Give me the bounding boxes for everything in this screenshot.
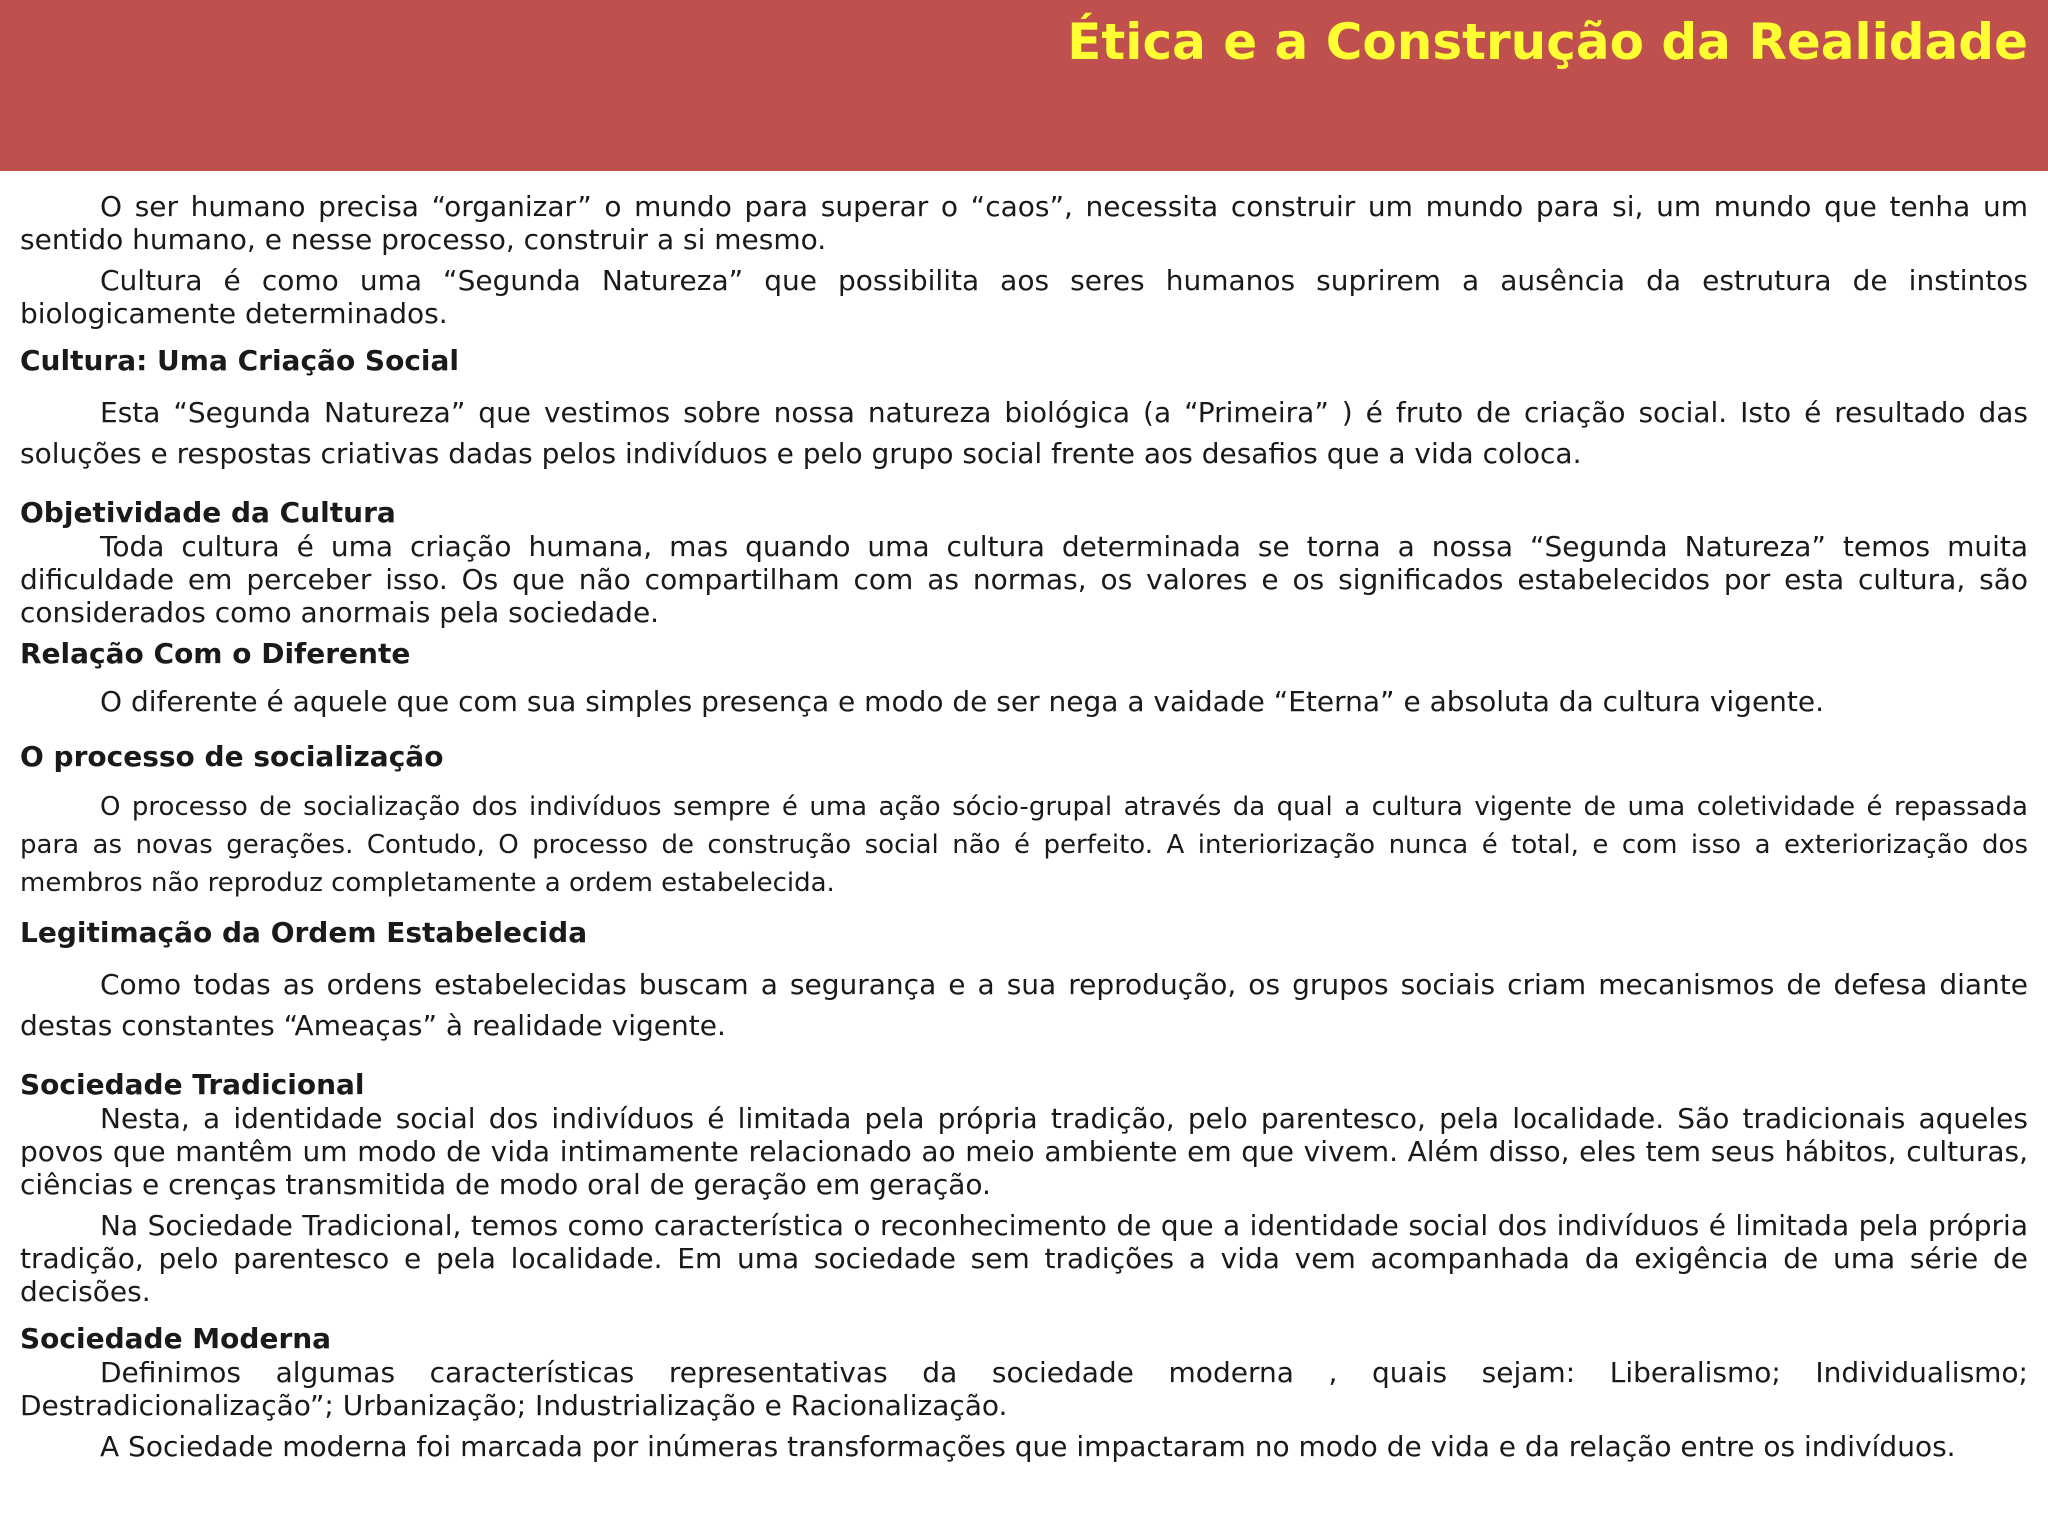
section-paragraph: Esta “Segunda Natureza” que vestimos sobre nossa natureza biológica (a “Primeira” ) é fruto de criação social. Isto é resultado das soluções e respostas criativas dadas pelos indivíduos e pelo grupo social frente aos desafios que a vida coloca. — [20, 396, 2028, 470]
section-heading: Objetividade da Cultura — [20, 496, 396, 529]
section-paragraph: Na Sociedade Tradicional, temos como característica o reconhecimento de que a identidade social dos indivíduos é limitada pela própria tradição, pelo parentesco e pela localidade. Em uma sociedade sem tradições a vida vem acompanhada da exigência de uma série de decisões. — [20, 1209, 2028, 1308]
section-heading: Sociedade Tradicional — [20, 1068, 365, 1101]
section-paragraph: O processo de socialização dos indivíduos sempre é uma ação sócio-grupal através da qual a cultura vigente de uma coletividade é repassada para as novas gerações. Contudo, O processo de construção social não é perfeito. A interiorização nunca é total, e com isso a exteriorização dos membros não reproduz completamente a ordem estabelecida. — [20, 792, 2028, 898]
section-paragraph: Como todas as ordens estabelecidas buscam a segurança e a sua reprodução, os grupos sociais criam mecanismos de defesa diante destas constantes “Ameaças” à realidade vigente. — [20, 968, 2028, 1042]
section-paragraph: A Sociedade moderna foi marcada por inúmeras transformações que impactaram no modo de vida e da relação entre os indivíduos. — [100, 1430, 1956, 1463]
slide-body — [20, 190, 2028, 1463]
slide-title: Ética e a Construção da Realidade — [1067, 13, 2028, 71]
section-paragraph: O diferente é aquele que com sua simples presença e modo de ser nega a vaidade “Eterna” e absoluta da cultura vigente. — [100, 685, 1825, 718]
section-paragraph: Toda cultura é uma criação humana, mas quando uma cultura determinada se torna a nossa “Segunda Natureza” temos muita dificuldade em perceber isso. Os que não compartilham com as normas, os valores e os significados estabelecidos por esta cultura, são considerados como anormais pela sociedade. — [20, 530, 2028, 629]
intro-paragraph: Cultura é como uma “Segunda Natureza” que possibilita aos seres humanos suprirem a ausência da estrutura de instintos biologicamente determinados. — [20, 264, 2028, 330]
section-heading: Cultura: Uma Criação Social — [20, 344, 460, 377]
intro-paragraph: O ser humano precisa “organizar” o mundo para superar o “caos”, necessita construir um mundo para si, um mundo que tenha um sentido humano, e nesse processo, construir a si mesmo. — [20, 190, 2028, 256]
section-heading: O processo de socialização — [20, 740, 444, 773]
section-heading: Relação Com o Diferente — [20, 637, 411, 670]
title-banner — [0, 0, 2048, 171]
section-heading: Sociedade Moderna — [20, 1322, 332, 1355]
section-paragraph: Definimos algumas características representativas da sociedade moderna , quais sejam: Liberalismo; Individualismo; Destradicionalização”; Urbanização; Industrialização e Racionalização. — [20, 1356, 2028, 1422]
section-heading: Legitimação da Ordem Estabelecida — [20, 916, 588, 949]
section-paragraph: Nesta, a identidade social dos indivíduos é limitada pela própria tradição, pelo parentesco, pela localidade. São tradicionais aqueles povos que mantêm um modo de vida intimamente relacionado ao meio ambiente em que vivem. Além disso, eles tem seus hábitos, culturas, ciências e crenças transmitida de modo oral de geração em geração. — [20, 1102, 2028, 1201]
